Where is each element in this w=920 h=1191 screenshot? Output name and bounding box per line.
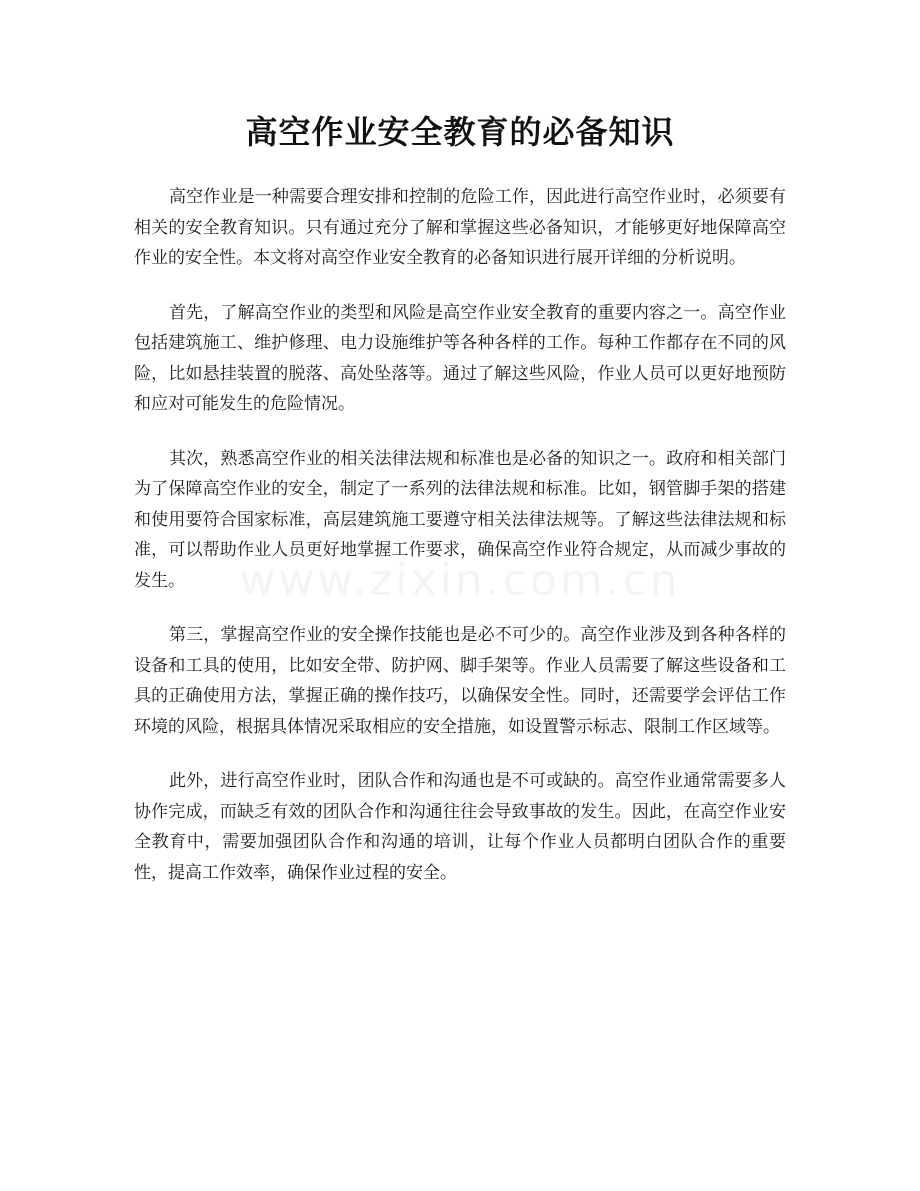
document-title: 高空作业安全教育的必备知识	[245, 113, 675, 151]
paragraph-intro: 高空作业是一种需要合理安排和控制的危险工作，因此进行高空作业时，必须要有相关的安全教育知识。只有通过充分了解和掌握这些必备知识，才能够更好地保障高空作业的安全性。本文将对高空作业安全教育的必备知识进行展开详细的分析说明。	[134, 187, 786, 268]
paragraph-laws-and-standards: 其次，熟悉高空作业的相关法律法规和标准也是必备的知识之一。政府和相关部门为了保障高空作业的安全，制定了一系列的法律法规和标准。比如，钢管脚手架的搭建和使用要符合国家标准，高层建筑施工要遵守相关法律法规等。了解这些法律法规和标准，可以帮助作业人员更好地掌握工作要求，确保高空作业符合规定，从而减少事故的发生。	[134, 448, 786, 591]
paragraph-types-and-risks: 首先，了解高空作业的类型和风险是高空作业安全教育的重要内容之一。高空作业包括建筑施工、维护修理、电力设施维护等各种各样的工作。每种工作都存在不同的风险，比如悬挂装置的脱落、高处坠落等。通过了解这些风险，作业人员可以更好地预防和应对可能发生的危险情况。	[134, 302, 786, 414]
watermark: www.zixin.com.cn	[239, 555, 681, 606]
paragraph-operation-skills: 第三，掌握高空作业的安全操作技能也是必不可少的。高空作业涉及到各种各样的设备和工具的使用，比如安全带、防护网、脚手架等。作业人员需要了解这些设备和工具的正确使用方法，掌握正确的操作技巧，以确保安全性。同时，还需要学会评估工作环境的风险，根据具体情况采取相应的安全措施，如设置警示标志、限制工作区域等。	[134, 625, 786, 737]
document-body	[134, 182, 786, 912]
paragraph-teamwork: 此外，进行高空作业时，团队合作和沟通也是不可或缺的。高空作业通常需要多人协作完成，而缺乏有效的团队合作和沟通往往会导致事故的发生。因此，在高空作业安全教育中，需要加强团队合作和沟通的培训，让每个作业人员都明白团队合作的重要性，提高工作效率，确保作业过程的安全。	[134, 771, 786, 883]
